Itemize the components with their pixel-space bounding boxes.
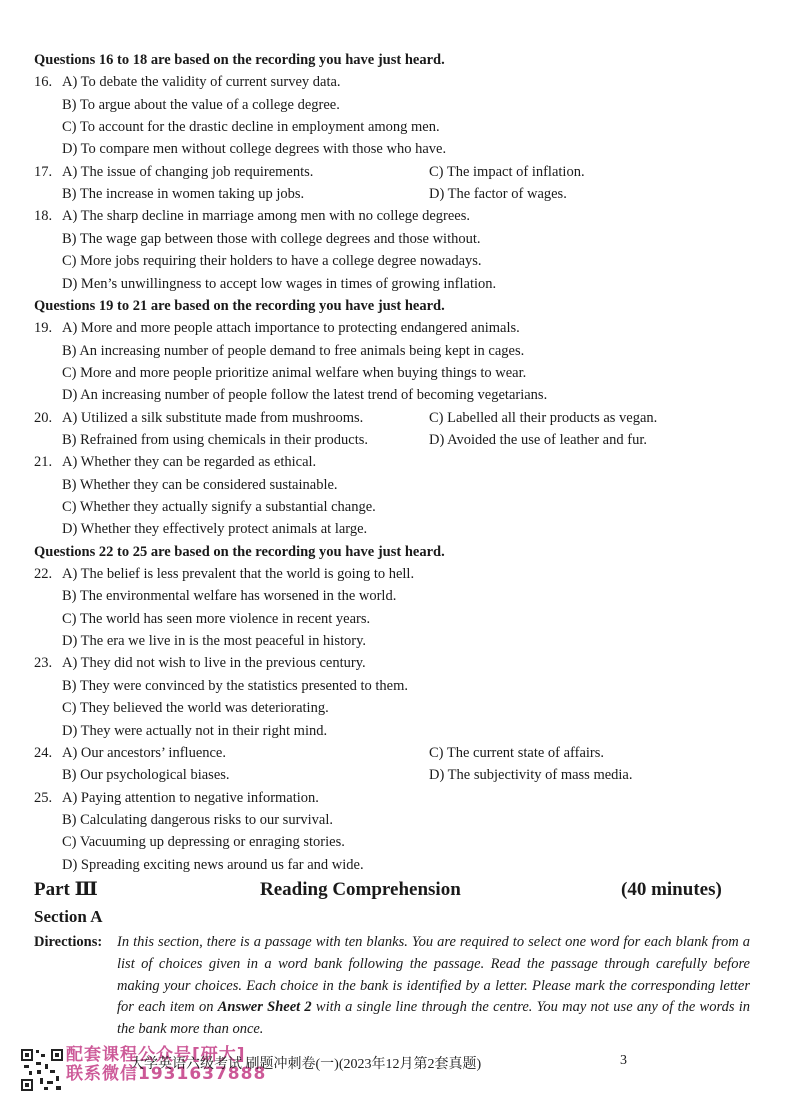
answer-option: C) The current state of affairs. [429,744,605,761]
answer-option: B) Calculating dangerous risks to our survival. [62,811,334,828]
answer-option: C) Labelled all their products as vegan. [429,409,658,426]
answer-option: A) More and more people attach importance to protecting endangered animals. [62,320,520,337]
question-group-heading: Questions 19 to 21 are based on the recording you have just heard. [34,297,445,314]
answer-option: D) Whether they effectively protect animals at large. [62,521,368,538]
question-number: 19. [34,320,53,337]
section-heading: Section A [34,907,103,926]
answer-option: C) To account for the drastic decline in employment among men. [62,119,440,136]
answer-option: B) Whether they can be considered sustainable. [62,476,338,493]
answer-option: D) The era we live in is the most peaceful in history. [62,633,367,650]
answer-option: A) Our ancestors’ influence. [62,744,226,761]
part-label: Part Ⅲ [34,879,98,900]
answer-option: C) Whether they actually signify a substantial change. [62,499,376,515]
answer-option: D) Men’s unwillingness to accept low wages in times of growing inflation. [62,275,497,292]
answer-option: B) They were convinced by the statistics presented to them. [62,677,409,694]
question-group-heading: Questions 16 to 18 are based on the recording you have just heard. [34,52,445,68]
answer-option: B) To argue about the value of a college degree. [62,96,340,113]
question-number: 21. [34,454,53,471]
answer-option: B) The increase in women taking up jobs. [62,186,305,203]
answer-option: D) Spreading exciting news around us far and wide. [62,856,364,873]
question-number: 25. [34,789,53,806]
question-number: 18. [34,208,53,225]
answer-option: A) The sharp decline in marriage among men with no college degrees. [62,208,471,225]
answer-option: D) The subjectivity of mass media. [429,767,633,784]
page-number: 3 [620,1053,627,1068]
answer-option: D) To compare men without college degrees with those who have. [62,141,447,158]
answer-option: B) The environmental welfare has worsened in the world. [62,588,397,605]
answer-option: A) The issue of changing job requirements. [62,163,314,180]
watermark-line-1: 配套课程公众号[研大] [66,1045,246,1065]
answer-option: A) To debate the validity of current survey data. [62,74,341,91]
answer-option: B) The wage gap between those with college degrees and those without. [62,230,481,247]
directions-text-1: In this section, there is a passage with ten blanks. You are required to select one word for each blank from a list of choices given in a word bank following the passage. Read the passage through carefully before making your choices. Each choice in the bank is identified by a letter. Please mark the corresponding letter for each item on [117,934,750,1016]
answer-option: B) Refrained from using chemicals in their products. [62,431,369,448]
question-number: 20. [34,409,53,426]
answer-option: B) An increasing number of people demand to free animals being kept in cages. [62,342,525,359]
directions-bold: Answer Sheet 2 [217,999,312,1016]
answer-option: C) More jobs requiring their holders to have a college degree nowadays. [62,253,482,270]
question-number: 16. [34,74,53,91]
answer-option: A) The belief is less prevalent that the world is going to hell. [62,566,415,583]
answer-option: C) More and more people prioritize animal welfare when buying things to wear. [62,364,527,381]
question-group-heading: Questions 22 to 25 are based on the recording you have just heard. [34,543,445,560]
answer-option: A) Utilized a silk substitute made from mushrooms. [62,409,364,426]
answer-option: D) They were actually not in their right mind. [62,722,328,739]
answer-option: C) The impact of inflation. [429,163,585,180]
answer-option: D) Avoided the use of leather and fur. [429,431,647,448]
part-time: (40 minutes) [621,879,722,900]
answer-option: C) The world has seen more violence in recent years. [62,610,371,627]
directions-text [117,932,750,1041]
question-number: 17. [34,163,53,180]
question-number: 23. [34,655,53,672]
footer-title: 大学英语六级考试 刷题冲刺卷(一)(2023年12月第2套真题) [130,1057,482,1072]
answer-option: D) The factor of wages. [429,186,567,203]
watermark-line-2: 联系微信1931637888 [66,1064,267,1084]
answer-option: C) Vacuuming up depressing or enraging stories. [62,834,345,851]
part-title: Reading Comprehension [260,879,461,900]
directions-text-2: with a single line through the centre. You may not use any of the words in the bank more than once. [117,999,750,1038]
answer-option: A) Paying attention to negative information. [62,789,319,806]
answer-option: A) Whether they can be regarded as ethical. [62,454,317,471]
question-number: 22. [34,566,53,583]
question-number: 24. [34,744,53,761]
answer-option: A) They did not wish to live in the previous century. [62,655,366,672]
answer-option: C) They believed the world was deteriorating. [62,700,329,717]
qr-code-icon [20,1048,64,1092]
directions-label: Directions: [34,934,103,950]
answer-option: B) Our psychological biases. [62,767,230,784]
answer-option: D) An increasing number of people follow the latest trend of becoming vegetarians. [62,387,548,404]
